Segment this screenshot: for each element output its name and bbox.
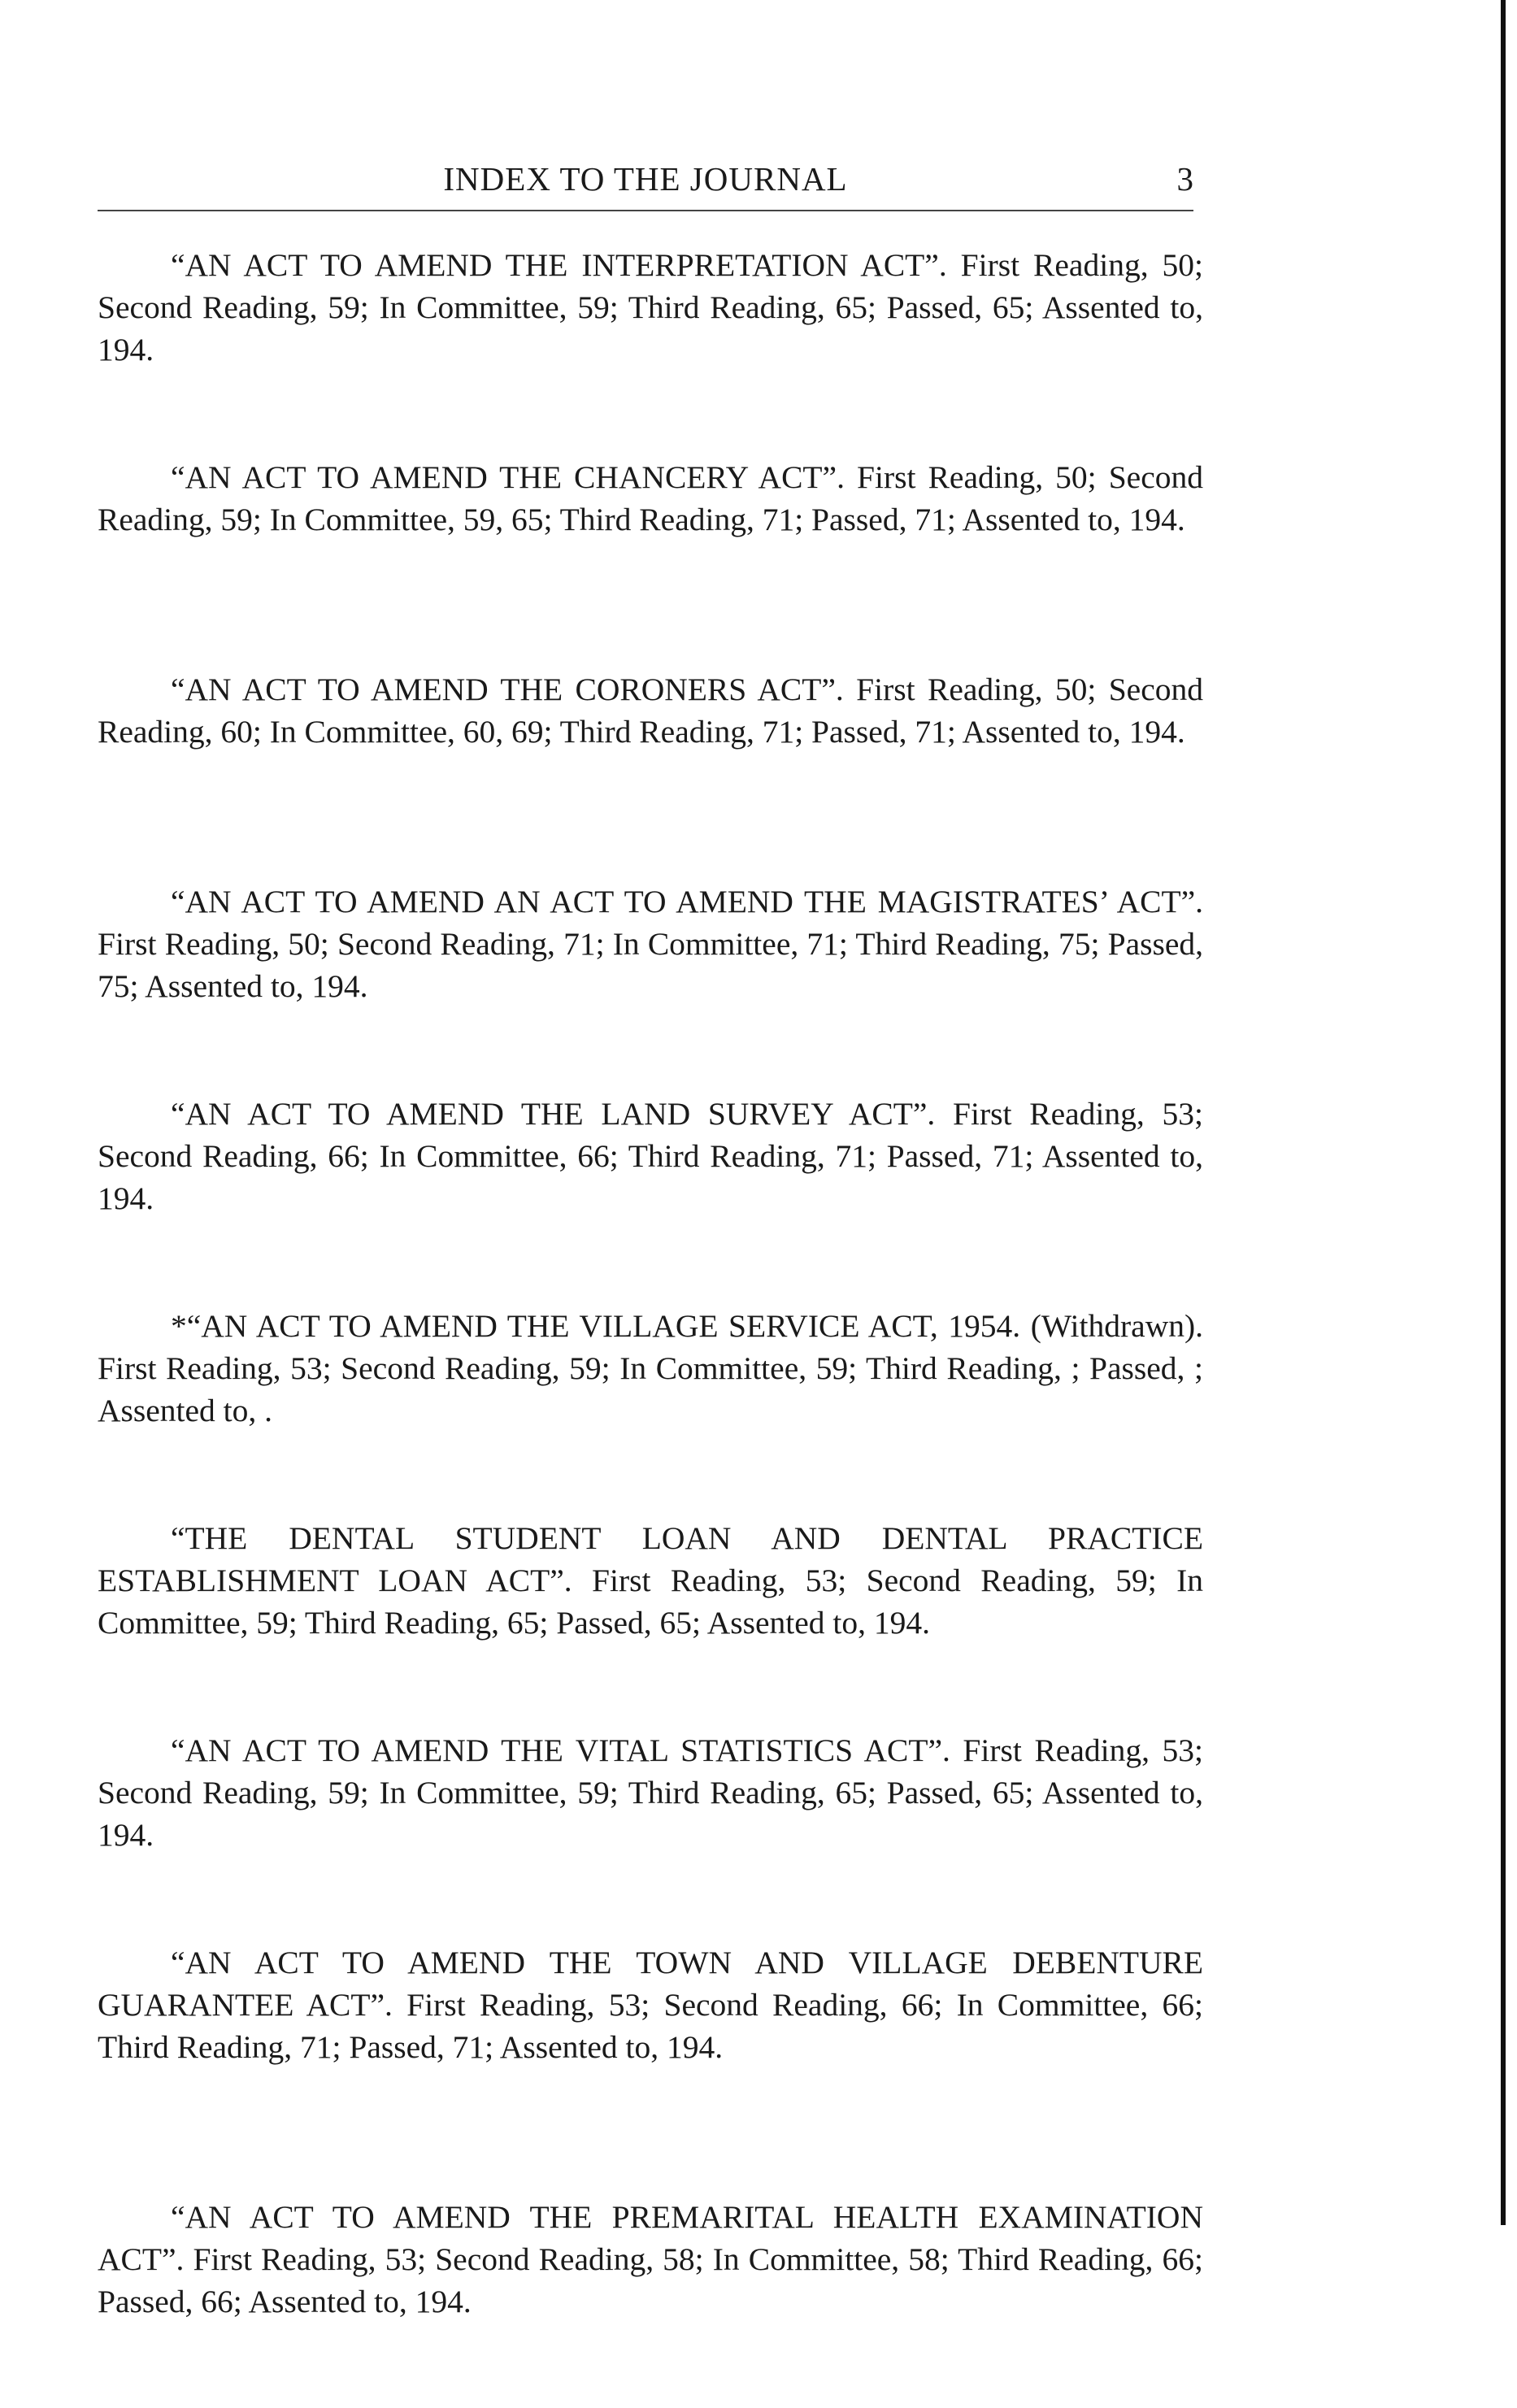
index-entry: “AN ACT TO AMEND THE CHANCERY ACT”. First Reading, 50; Second Reading, 59; In Committee, 59, 65; Third Reading, 71; Passed, 71; Assented to, 194. xyxy=(98,459,1203,537)
index-entry: “AN ACT TO AMEND THE INTERPRETATION ACT”. First Reading, 50; Second Reading, 59; In Committee, 59; Third Reading, 65; Passed, 65; Assented to, 194. xyxy=(98,247,1203,367)
index-entry: “THE DENTAL STUDENT LOAN AND DENTAL PRACTICE ESTABLISHMENT LOAN ACT”. First Reading, 53; Second Reading, 59; In Committee, 59; Third Reading, 65; Passed, 65; Assented to, 194. xyxy=(98,1520,1203,1641)
index-entries xyxy=(98,244,1203,2408)
index-entry: “AN ACT TO AMEND THE CORONERS ACT”. First Reading, 50; Second Reading, 60; In Committee, 60, 69; Third Reading, 71; Passed, 71; Assented to, 194. xyxy=(98,672,1203,750)
page-number: 3 xyxy=(1176,160,1193,198)
index-entry: *“AN ACT TO AMEND THE VILLAGE SERVICE ACT, 1954. (Withdrawn). First Reading, 53; Second Reading, 59; In Committee, 59; Third Reading, ; Passed, ; Assented to, . xyxy=(98,1308,1203,1428)
index-entry: “AN ACT TO AMEND THE PREMARITAL HEALTH EXAMINATION ACT”. First Reading, 53; Second Reading, 58; In Committee, 58; Third Reading, 66; Passed, 66; Assented to, 194. xyxy=(98,2199,1203,2319)
page-edge-rule xyxy=(1501,0,1506,2225)
index-entry: “AN ACT TO AMEND THE LAND SURVEY ACT”. First Reading, 53; Second Reading, 66; In Committee, 66; Third Reading, 71; Passed, 71; Assented to, 194. xyxy=(98,1096,1203,1216)
index-entry: “AN ACT TO AMEND AN ACT TO AMEND THE MAGISTRATES’ ACT”. First Reading, 50; Second Reading, 71; In Committee, 71; Third Reading, 75; Passed, 75; Assented to, 194. xyxy=(98,884,1203,1004)
index-entry: “AN ACT TO AMEND THE TOWN AND VILLAGE DEBENTURE GUARANTEE ACT”. First Reading, 53; Second Reading, 66; In Committee, 66; Third Reading, 71; Passed, 71; Assented to, 194. xyxy=(98,1945,1203,2065)
index-entry: “AN ACT TO AMEND THE VITAL STATISTICS ACT”. First Reading, 53; Second Reading, 59; In Committee, 59; Third Reading, 65; Passed, 65; Assented to, 194. xyxy=(98,1732,1203,1853)
running-title: INDEX TO THE JOURNAL xyxy=(443,160,848,198)
page-header xyxy=(98,159,1193,211)
